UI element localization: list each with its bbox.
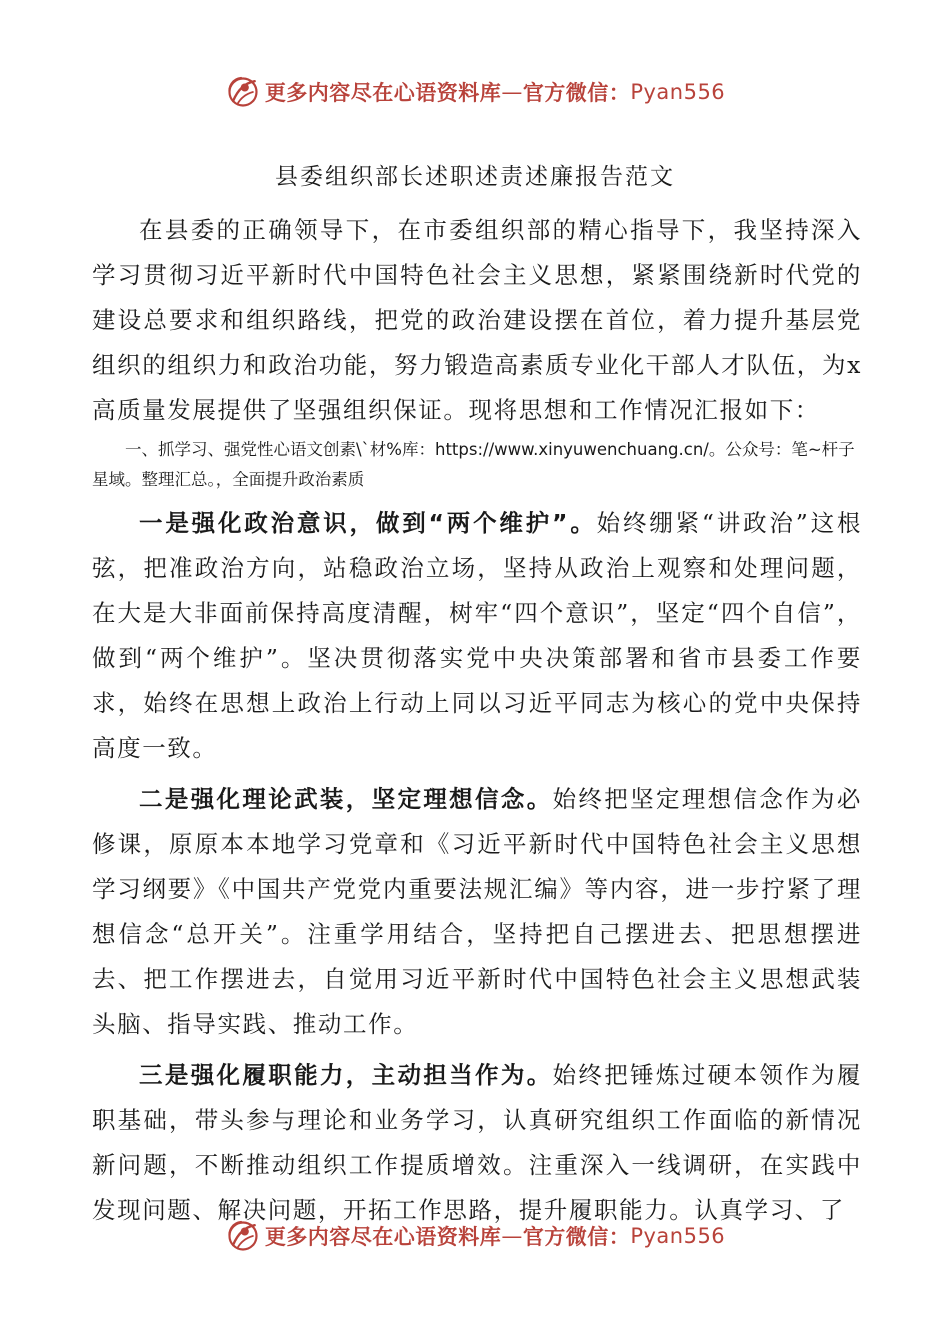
paragraph-text: 始终绷紧“讲政治”这根弦，把准政治方向，站稳政治立场，坚持从政治上观察和处理问题，在大是大非面前保持高度清醒，树牢“四个意识”，坚定“四个自信”，做到“两个维护”。坚决贯彻落实党中央决策部署和省市县委工作要求，始终在思想上政治上行动上同以习近平同志为核心的党中央保持高度一致。 [92,509,862,762]
body-paragraph [92,777,862,1047]
header-banner [0,68,950,116]
page-title: 县委组织部长述职述责述廉报告范文 [275,164,675,190]
body-paragraph [92,1053,862,1233]
paragraph-lead: 一是强化政治意识，做到“两个维护”。 [139,509,597,537]
contact-label: 官方微信： [522,1224,631,1249]
brand-name: 更多内容尽在心语资料库 [264,80,502,105]
contact-id: Pyan556 [630,80,726,104]
contact-label: 官方微信： [522,80,631,105]
paragraph-text: 始终把坚定理想信念作为必修课，原原本本地学习党章和《习近平新时代中国特色社会主义思想学习纲要》《中国共产党党内重要法规汇编》等内容，进一步拧紧了理想信念“总开关”。注重学用结合，坚持把自己摆进去、把思想摆进去、把工作摆进去，自觉用习近平新时代中国特色社会主义思想武装头脑、指导实践、推动工作。 [92,785,862,1038]
brand-separator: — [501,80,523,104]
contact-id: Pyan556 [630,1224,726,1248]
brand-name: 更多内容尽在心语资料库 [264,1224,502,1249]
document-body [92,208,862,1233]
handprint-seal-icon [225,1218,261,1254]
brand-separator: — [501,1224,523,1248]
intro-paragraph: 在县委的正确领导下，在市委组织部的精心指导下，我坚持深入学习贯彻习近平新时代中国特色社会主义思想，紧紧围绕新时代党的建设总要求和组织路线，把党的政治建设摆在首位，着力提升基层党组织的组织力和政治功能，努力锻造高素质专业化干部人才队伍，为x高质量发展提供了坚强组织保证。现将思想和工作情况汇报如下： [92,216,862,424]
section-heading: 一、抓学习、强党性心语文创素\`材%库：https://www.xinyuwenchuang.cn/。公众号：笔~杆子星域。整理汇总。，全面提升政治素质 [92,440,855,489]
paragraph-lead: 二是强化理论武装，坚定理想信念。 [139,785,553,813]
paragraph-lead: 三是强化履职能力，主动担当作为。 [139,1061,553,1089]
handprint-seal-icon [225,74,261,110]
paragraph-text: 始终把锤炼过硬本领作为履职基础，带头参与理论和业务学习，认真研究组织工作面临的新情况新问题，不断推动组织工作提质增效。注重深入一线调研，在实践中发现问题、解决问题，开拓工作思路，提升履职能力。认真学习、了 [92,1061,862,1224]
footer-banner [0,1212,950,1260]
body-paragraph [92,501,862,771]
